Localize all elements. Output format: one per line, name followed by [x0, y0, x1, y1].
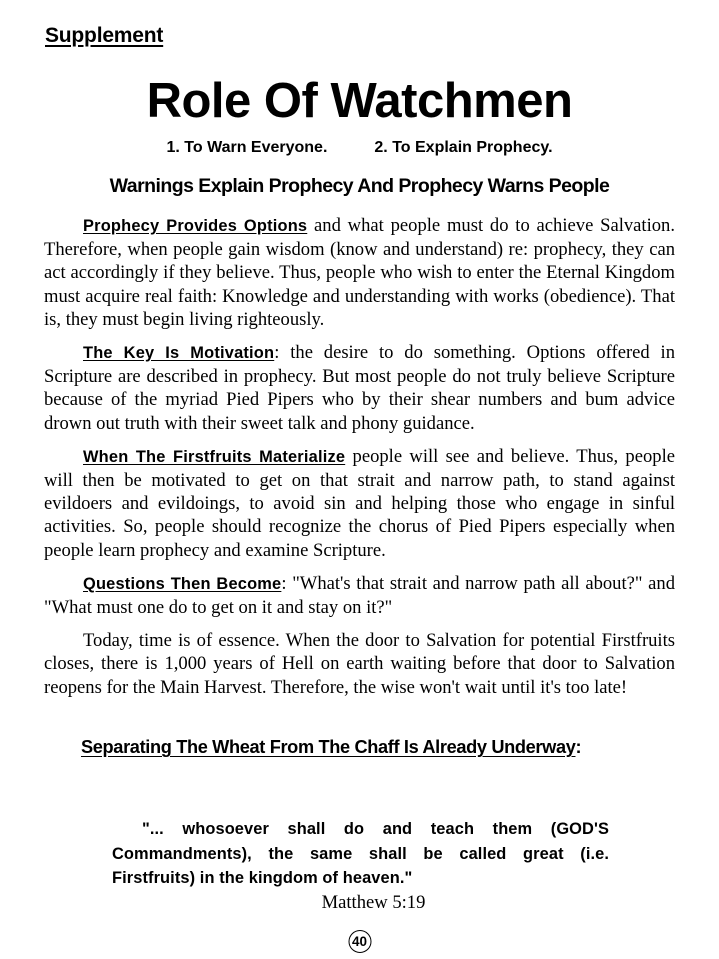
sub-heading-suffix: :: [575, 737, 582, 757]
page-number-badge: 40: [348, 930, 371, 953]
paragraph: [44, 629, 675, 699]
supplement-label: Supplement: [45, 24, 164, 47]
paragraph-text: and what people must do to achieve Salvation. Therefore, when people gain wisdom (know and understand) re: prophecy, they can act accordingly if they believe. Thus, people who wish to enter the Eternal Kingdom must acquire real faith: Knowledge and understanding with works (obedience). That is, they must begin living righteously.: [44, 215, 675, 330]
scripture-quote: "... whosoever shall do and teach them (GOD'S Commandments), the same shall be called great (i.e. Firstfruits) in the kingdom of heaven.": [112, 820, 609, 887]
paragraph-text: the desire to do something. Options offered in Scripture are described in prophecy. But most people do not truly believe Scripture because of the myriad Pied Pipers who by their shear numbers and bum advice drown out truth with their sweet talk and phony guidance.: [44, 342, 676, 434]
paragraph-lead: When The Firstfruits Materialize: [83, 447, 346, 466]
paragraph-text: people will see and believe. Thus, people will then be motivated to get on that strait and narrow path, to stand against evildoers and evildoings, to avoid sin and helping those who engage in sinful activities. So, people should recognize the chorus of Pied Pipers especially when people learn prophecy and examine Scripture.: [44, 445, 675, 561]
title-point-1: 1. To Warn Everyone.: [166, 139, 328, 156]
paragraph-lead: Questions Then Become: [83, 574, 282, 593]
paragraph-lead-tail: :: [281, 572, 287, 594]
section-heading: Warnings Explain Prophecy And Prophecy Warns People: [109, 175, 610, 197]
sub-heading: [81, 736, 581, 758]
title-point-2: 2. To Explain Prophecy.: [374, 139, 553, 156]
title-points: [0, 138, 719, 158]
paragraph-lead: The Key Is Motivation: [83, 344, 275, 363]
paragraph-lead-tail: :: [274, 342, 280, 364]
body-text: [44, 214, 675, 699]
page-title: Role Of Watchmen: [146, 74, 573, 128]
paragraph: [44, 445, 675, 562]
paragraph: [44, 572, 675, 619]
paragraph-text: "What's that strait and narrow path all about?" and "What must one do to get on it and stay on it?": [44, 572, 675, 619]
paragraph: [44, 341, 675, 435]
paragraph: [44, 214, 675, 331]
paragraph-text: Today, time is of essence. When the door to Salvation for potential Firstfruits closes, there is 1,000 years of Hell on earth waiting before that door to Salvation reopens for the Main Harvest. Therefore, the wise won't wait until it's too late!: [44, 630, 675, 698]
quote-attribution: Matthew 5:19: [321, 892, 426, 913]
paragraph-lead: Prophecy Provides Options: [83, 217, 308, 235]
sub-heading-underlined: Separating The Wheat From The Chaff Is Already Underway: [81, 737, 576, 757]
